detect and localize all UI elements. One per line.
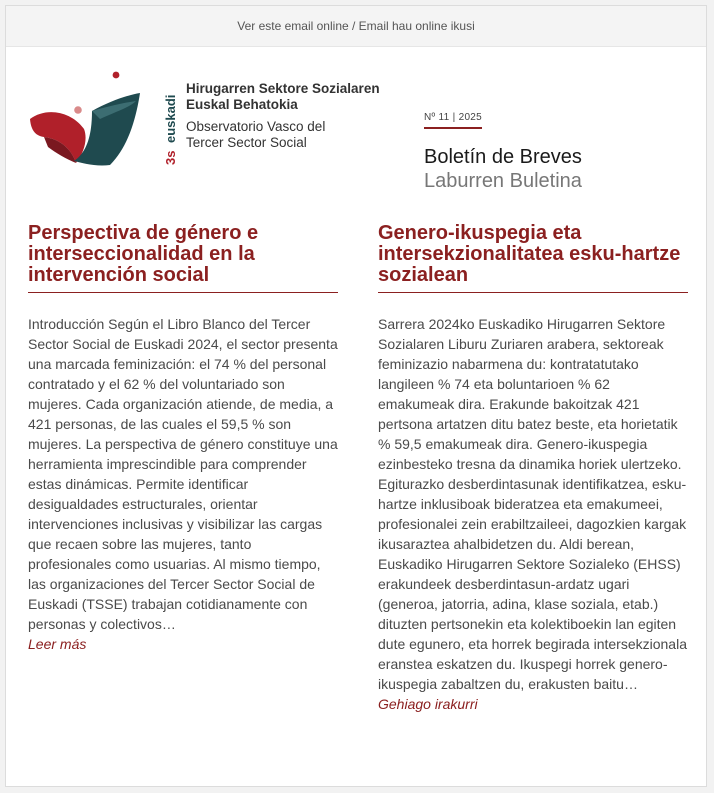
- bulletin-title-basque: Laburren Buletina: [424, 170, 582, 192]
- view-online-link[interactable]: Ver este email online / Email hau online ikusi: [237, 19, 475, 33]
- logo-prefix: 3s: [163, 150, 178, 165]
- newsletter-header: [6, 47, 706, 207]
- issue-number: Nº 11 | 2025: [424, 112, 482, 129]
- email-container: [5, 5, 707, 787]
- org-name-spanish: Observatorio Vasco del Tercer Sector Social: [186, 119, 326, 150]
- bulletin-title-spanish: Boletín de Breves: [424, 146, 582, 168]
- logo-wordmark: euskadi: [163, 94, 178, 143]
- article-title-spanish[interactable]: Perspectiva de género e interseccionalidad en la intervención social: [28, 223, 338, 293]
- organization-name: [186, 81, 380, 151]
- org-name-basque: Hirugarren Sektore Sozialaren Euskal Behatokia: [186, 81, 380, 112]
- article-spanish: [28, 223, 338, 654]
- online-version-bar: [6, 6, 706, 47]
- article-body-spanish: Introducción Según el Libro Blanco del Tercer Sector Social de Euskadi 2024, el sector presenta una marcada feminización: el 74 % del personal contratado y el 62 % del voluntariado son mujeres. Cada organización atiende, de media, a 421 personas, de las cuales el 59,5 % son mujeres. La perspectiva de género constituye una herramienta imprescindible para comprender estas dinámicas. Permite identificar desigualdades estructurales, orientar intervenciones inclusivas y visibilizar las cargas que recaen sobre las mujeres, tanto profesionales como usuarias. Al mismo tiempo, las organizaciones del Tercer Sector Social de Euskadi (TSSE) trabajan cotidianamente con personas y colectivos…: [28, 316, 338, 632]
- issue-info: [424, 107, 582, 193]
- article-body-basque: Sarrera 2024ko Euskadiko Hirugarren Sektore Sozialaren Liburu Zuriaren arabera, sektoreak feminizazio nabarmena du: kontratatutako langileen % 74 eta boluntarioen % 62 emakumeak dira. Erakunde bakoitzak 421 pertsona artatzen ditu batez beste, eta horietatik % 59,5 emakumeak dira. Genero-ikuspegia ezinbesteko tresna da dinamika horiek ulertzeko. Egiturazko desberdintasunak identifikatzea, esku-hartze inklusiboak bideratzea eta emakumeei, profesionalei zein erabiltzaileei, dagozkien kargak ikusaraztea ahalbidetzen du. Aldi berean, Euskadiko Hirugarren Sektore Sozialeko (EHSS) erakundeek desberdintasun-ardatz ugari (generoa, jatorria, adina, klase soziala, etab.) dituzten pertsonekin eta kolektiboekin lan egiten dute egunero, eta horrek begirada intersekzionala eranstea eskatzen du. Ikuspegi horrek genero-ikuspegia zabaltzen du, erakusten baitu…: [378, 316, 687, 692]
- observatory-logo: [26, 67, 178, 167]
- article-title-basque[interactable]: Genero-ikuspegia eta intersekzionalitatea esku-hartze sozialean: [378, 223, 688, 293]
- read-more-link-basque[interactable]: Gehiago irakurri: [378, 696, 478, 712]
- article-basque: [378, 223, 688, 714]
- read-more-link-spanish[interactable]: Leer más: [28, 636, 87, 652]
